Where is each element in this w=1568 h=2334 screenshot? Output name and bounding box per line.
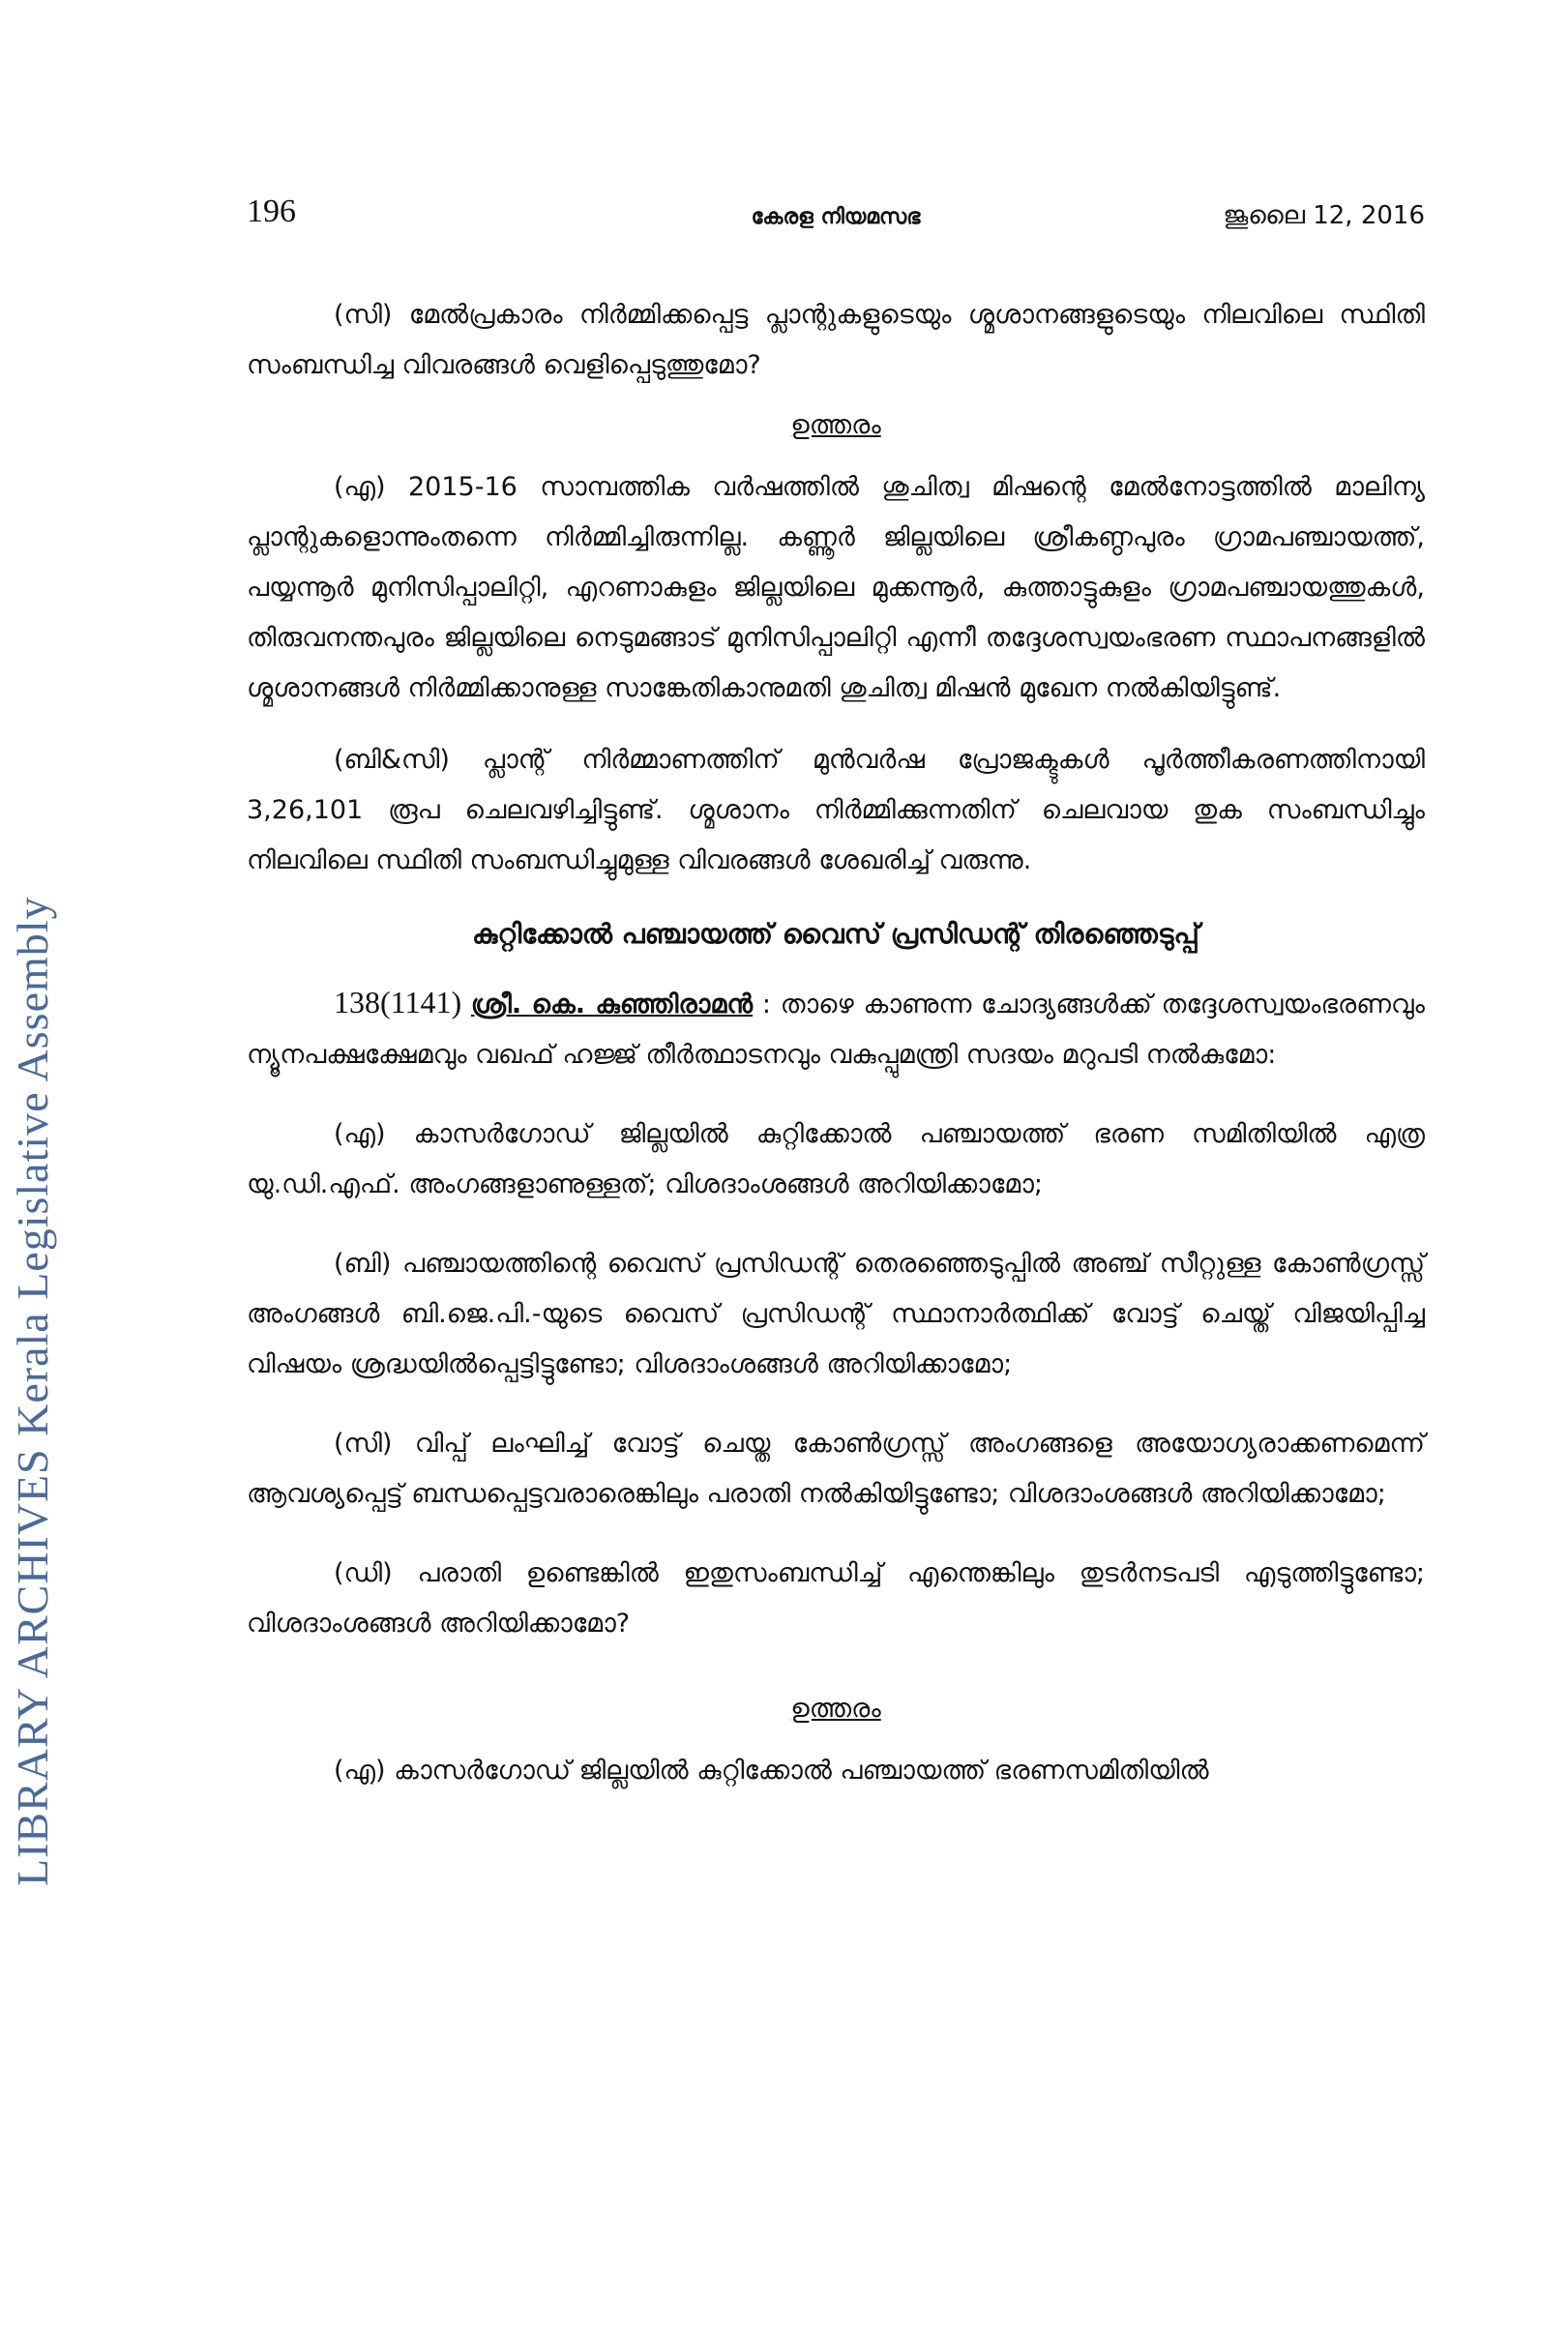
previous-answer-bc: (ബി&സി) പ്ലാന്റ് നിർമ്മാണത്തിന് മുൻവർഷ പ്രോജക്ടുകൾ പൂർത്തീകരണത്തിനായി 3,26,101 രൂപ ചെലവഴിച്ചിട്ടുണ്ട്. ശ്മശാനം നിർമ്മിക്കുന്നതിന് ചെലവായ തുക സംബന്ധിച്ചും നിലവിലെ സ്ഥിതി സംബന്ധിച്ചുമുള്ള വിവരങ്ങൾ ശേഖരിച്ച് വരുന്നു. <box>247 745 1425 875</box>
house-name: കേരള നിയമസഭ <box>751 205 921 229</box>
previous-answer-a: (എ) 2015-16 സാമ്പത്തിക വർഷത്തിൽ ശുചിത്വ മിഷന്റെ മേൽനോട്ടത്തിൽ മാലിന്യ പ്ലാന്റുകളൊന്നുംതന്നെ നിർമ്മിച്ചിരുന്നില്ല. കണ്ണൂർ ജില്ലയിലെ ശ്രീകണ്ഠപുരം ഗ്രാമപഞ്ചായത്ത്, പയ്യന്നൂർ മുനിസിപ്പാലിറ്റി, എറണാകുളം ജില്ലയിലെ മുക്കന്നൂർ, കുത്താട്ടുകുളം ഗ്രാമപഞ്ചായത്തുകൾ, തിരുവനന്തപുരം ജില്ലയിലെ നെടുമങ്ങാട് മുനിസിപ്പാലിറ്റി എന്നീ തദ്ദേശസ്വയംഭരണ സ്ഥാപനങ്ങളിൽ ശ്മശാനങ്ങൾ നിർമ്മിക്കാനുള്ള സാങ്കേതികാനുമതി ശുചിത്വ മിഷൻ മുഖേന നൽകിയിട്ടുണ്ട്. <box>247 472 1425 703</box>
question-b: (ബി) പഞ്ചായത്തിന്റെ വൈസ് പ്രസിഡന്റ് തെരഞ്ഞെടുപ്പിൽ അഞ്ച് സീറ്റുള്ള കോൺഗ്രസ്സ് അംഗങ്ങൾ ബി.ജെ.പി.-യുടെ വൈസ് പ്രസിഡന്റ് സ്ഥാനാർത്ഥിക്ക് വോട്ട് ചെയ്ത് വിജയിപ്പിച്ച വിഷയം ശ്രദ്ധയിൽപ്പെട്ടിട്ടുണ്ടോ; വിശദാംശങ്ങൾ അറിയിക്കാമോ; <box>247 1249 1425 1379</box>
previous-question-c: (സി) മേൽപ്രകാരം നിർമ്മിക്കപ്പെട്ട പ്ലാന്റുകളുടെയും ശ്മശാനങ്ങളുടെയും നിലവിലെ സ്ഥിതി സംബന്ധിച്ച വിവരങ്ങൾ വെളിപ്പെടുത്തുമോ? <box>247 300 1425 380</box>
question-intro-text: : താഴെ കാണുന്ന ചോദ്യങ്ങൾക്ക് തദ്ദേശസ്വയംഭരണവും ന്യൂനപക്ഷക്ഷേമവും വഖഫ് ഹജ്ജ് തീർത്ഥാടനവും വകുപ്പുമന്ത്രി സദയം മറുപടി നൽകുമോ: <box>247 990 1425 1070</box>
page-header <box>247 193 1425 242</box>
page-date: ജൂലൈ 12, 2016 <box>1223 201 1425 230</box>
question-c: (സി) വിപ്പ് ലംഘിച്ച് വോട്ട് ചെയ്ത കോൺഗ്രസ്സ് അംഗങ്ങളെ അയോഗ്യരാക്കണമെന്ന് ആവശ്യപ്പെട്ട് ബന്ധപ്പെട്ടവരാരെങ്കിലും പരാതി നൽകിയിട്ടുണ്ടോ; വിശദാംശങ്ങൾ അറിയിക്കാമോ; <box>247 1429 1425 1509</box>
question-a: (എ) കാസർഗോഡ് ജില്ലയിൽ കുറ്റിക്കോൽ പഞ്ചായത്ത് ഭരണ സമിതിയിൽ എത്ര യു.ഡി.എഫ്. അംഗങ്ങളാണുള്ളത്; വിശദാംശങ്ങൾ അറിയിക്കാമോ; <box>247 1119 1425 1199</box>
page-number: 196 <box>247 193 296 229</box>
question-intro <box>247 977 1425 1080</box>
archive-watermark: LIBRARY ARCHIVES Kerala Legislative Assembly <box>8 896 57 1886</box>
question-d: (ഡി) പരാതി ഉണ്ടെങ്കിൽ ഇതുസംബന്ധിച്ച് എന്തെങ്കിലും തുടർനടപടി എടുത്തിട്ടുണ്ടോ; വിശദാംശങ്ങൾ അറിയിക്കാമോ? <box>247 1558 1425 1639</box>
section-title: കുറ്റിക്കോൽ പഞ്ചായത്ത് വൈസ് പ്രസിഡന്റ് തിരഞ്ഞെടുപ്പ് <box>472 918 1199 950</box>
page-body <box>247 290 1425 1796</box>
member-name: ശ്രീ. കെ. കുഞ്ഞിരാമൻ <box>470 990 754 1019</box>
answer-heading-2: ഉത്തരം <box>790 1694 881 1724</box>
question-number: 138(1141) <box>334 985 462 1019</box>
answer-a: (എ) കാസർഗോഡ് ജില്ലയിൽ കുറ്റിക്കോൽ പഞ്ചായത്ത് ഭരണസമിതിയിൽ <box>334 1756 1209 1786</box>
answer-heading: ഉത്തരം <box>790 410 881 440</box>
